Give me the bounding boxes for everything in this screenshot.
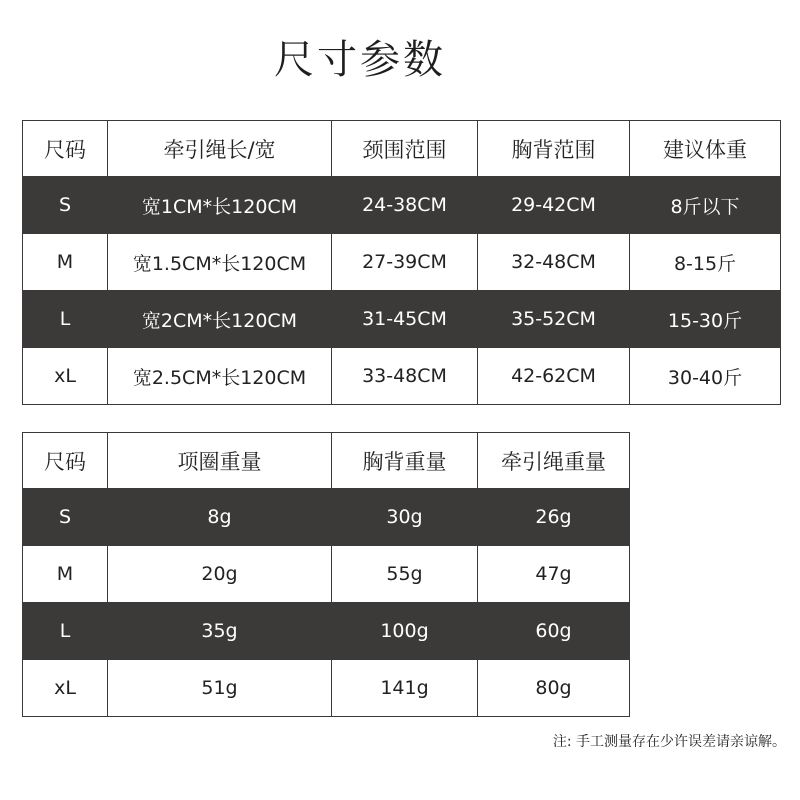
table-cell: 8-15斤	[630, 234, 781, 291]
table-cell: 100g	[332, 603, 478, 660]
table-cell: 20g	[108, 546, 332, 603]
table-cell: 47g	[478, 546, 630, 603]
table-cell: S	[23, 489, 108, 546]
table-cell: 8斤以下	[630, 177, 781, 234]
table-cell: 55g	[332, 546, 478, 603]
table-cell: 35g	[108, 603, 332, 660]
table-cell: 42-62CM	[478, 348, 630, 405]
table-cell: 8g	[108, 489, 332, 546]
table-cell: 141g	[332, 660, 478, 717]
table-header-row	[23, 433, 630, 489]
table-row	[23, 546, 630, 603]
column-header-size: 尺码	[23, 433, 108, 489]
table-cell: 宽2CM*长120CM	[108, 291, 332, 348]
table-cell: 80g	[478, 660, 630, 717]
page-title: 尺寸参数	[274, 37, 446, 83]
table-cell: L	[23, 603, 108, 660]
table-cell: 26g	[478, 489, 630, 546]
table-cell: 29-42CM	[478, 177, 630, 234]
column-header-chest-range: 胸背范围	[478, 121, 630, 177]
column-header-collar-weight: 项圈重量	[108, 433, 332, 489]
table-cell: 宽1CM*长120CM	[108, 177, 332, 234]
table-cell: 35-52CM	[478, 291, 630, 348]
table-cell: xL	[23, 660, 108, 717]
table-cell: 27-39CM	[332, 234, 478, 291]
table-row	[23, 348, 781, 405]
column-header-leash-length-width: 牵引绳长/宽	[108, 121, 332, 177]
column-header-leash-weight: 牵引绳重量	[478, 433, 630, 489]
table-cell: 24-38CM	[332, 177, 478, 234]
measurement-note: 注: 手工测量存在少许误差请亲谅解。	[552, 734, 786, 750]
table-cell: 31-45CM	[332, 291, 478, 348]
table-row	[23, 291, 781, 348]
weight-table	[22, 432, 630, 717]
table-cell: S	[23, 177, 108, 234]
table-header-row	[23, 121, 781, 177]
column-header-size: 尺码	[23, 121, 108, 177]
table-cell: 32-48CM	[478, 234, 630, 291]
table-row	[23, 660, 630, 717]
table-cell: L	[23, 291, 108, 348]
table-cell: 30g	[332, 489, 478, 546]
table-cell: 30-40斤	[630, 348, 781, 405]
table-row	[23, 489, 630, 546]
table-cell: 宽2.5CM*长120CM	[108, 348, 332, 405]
table-cell: M	[23, 234, 108, 291]
table-cell: 60g	[478, 603, 630, 660]
table-row	[23, 234, 781, 291]
column-header-suggested-weight: 建议体重	[630, 121, 781, 177]
table-cell: M	[23, 546, 108, 603]
size-parameter-table	[22, 120, 781, 405]
column-header-neck-range: 颈围范围	[332, 121, 478, 177]
table-row	[23, 603, 630, 660]
table-cell: xL	[23, 348, 108, 405]
table-cell: 51g	[108, 660, 332, 717]
table-cell: 15-30斤	[630, 291, 781, 348]
table-cell: 33-48CM	[332, 348, 478, 405]
column-header-harness-weight: 胸背重量	[332, 433, 478, 489]
table-row	[23, 177, 781, 234]
table-cell: 宽1.5CM*长120CM	[108, 234, 332, 291]
